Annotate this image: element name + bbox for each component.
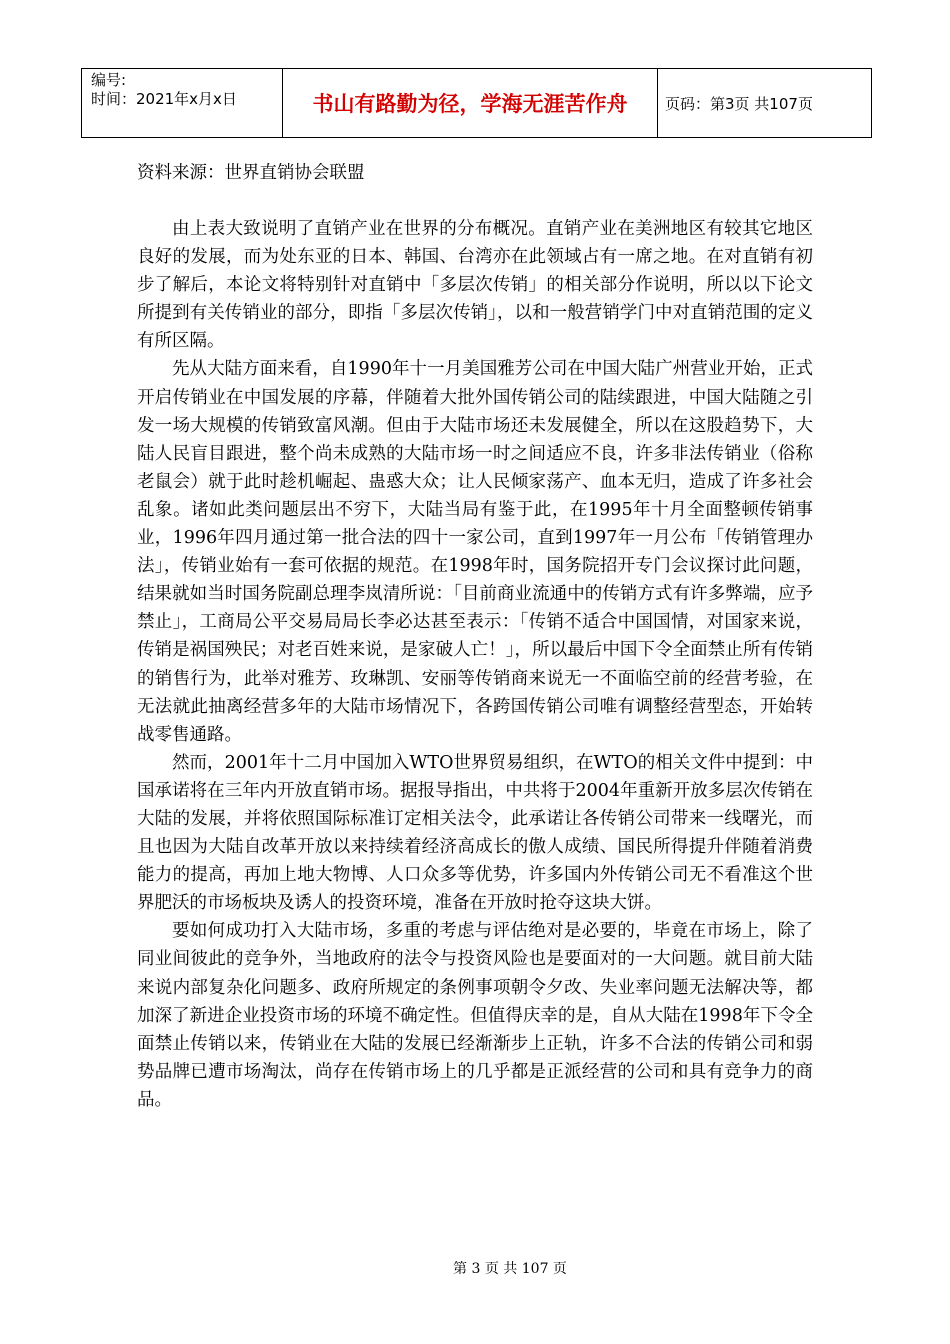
paragraph: 要如何成功打入大陆市场，多重的考虑与评估绝对是必要的，毕竟在市场上，除了同业间彼此的竞争外，当地政府的法令与投资风险也是要面对的一大问题。就目前大陆来说内部复杂化问题多、政府所规定的条例事项朝令夕改、失业率问题无法解决等，都加深了新进企业投资市场的环境不确定性。但值得庆幸的是，自从大陆在1998年下令全面禁止传销以来，传销业在大陆的发展已经渐渐步上正轨，许多不合法的传销公司和弱势品牌已遭市场淘汰，尚存在传销市场上的几乎都是正派经营的公司和具有竞争力的商品。 <box>137 921 813 1110</box>
number-label: 编号: <box>91 71 127 89</box>
paragraph: 先从大陆方面来看，自1990年十一月美国雅芳公司在中国大陆广州营业开始，正式开启传销业在中国发展的序幕，伴随着大批外国传销公司的陆续跟进，中国大陆随之引发一场大规模的传销致富风潮。但由于大陆市场还未发展健全，所以在这股趋势下，大陆人民盲目跟进，整个尚未成熟的大陆市场一时之间适应不良，许多非法传销业（俗称老鼠会）就于此时趁机崛起、蛊惑大众；让人民倾家荡产、血本无归，造成了许多社会乱象。诸如此类问题层出不穷下，大陆当局有鉴于此，在1995年十月全面整顿传销事业，1996年四月通过第一批合法的四十一家公司，直到1997年一月公布「传销管理办法」，传销业始有一套可依据的规范。在1998年时，国务院招开专门会议探讨此问题，结果就如当时国务院副总理李岚清所说：「目前商业流通中的传销方式有许多弊端，应予禁止」，工商局公平交易局局长李必达甚至表示：「传销不适合中国国情，对国家来说，传销是祸国殃民；对老百姓来说，是家破人亡！」，所以最后中国下令全面禁止所有传销的销售行为，此举对雅芳、玫琳凯、安丽等传销商来说无一不面临空前的经营考验，在无法就此抽离经营多年的大陆市场情况下，各跨国传销公司唯有调整经营型态，开始转战零售通路。 <box>137 359 813 745</box>
page-header <box>81 68 872 138</box>
header-meta <box>82 69 283 137</box>
source-line: 资料来源：世界直销协会联盟 <box>137 163 365 183</box>
body-text <box>137 215 813 1114</box>
time-label: 时间：2021年x月x日 <box>91 90 237 108</box>
paragraph: 由上表大致说明了直销产业在世界的分布概况。直销产业在美洲地区有较其它地区良好的发展，而为处东亚的日本、韩国、台湾亦在此领域占有一席之地。在对直销有初步了解后，本论文将特别针对直销中「多层次传销」的相关部分作说明，所以以下论文所提到有关传销业的部分，即指「多层次传销」，以和一般营销学门中对直销范围的定义有所区隔。 <box>137 219 813 352</box>
page-footer: 第 3 页 共 107 页 <box>453 1261 567 1277</box>
paragraph: 然而，2001年十二月中国加入WTO世界贸易组织，在WTO的相关文件中提到：中国承诺将在三年内开放直销市场。据报导指出，中共将于2004年重新开放多层次传销在大陆的发展，并将依照国际标准订定相关法令，此承诺让各传销公司带来一线曙光，而且也因为大陆自改革开放以来持续着经济高成长的傲人成绩、国民所得提升伴随着消费能力的提高，再加上地大物博、人口众多等优势，许多国内外传销公司无不看准这个世界肥沃的市场板块及诱人的投资环境，准备在开放时抢夺这块大饼。 <box>137 752 813 914</box>
header-page-code: 页码：第3页 共107页 <box>665 94 813 113</box>
header-motto: 书山有路勤为径，学海无涯苦作舟 <box>283 69 658 137</box>
